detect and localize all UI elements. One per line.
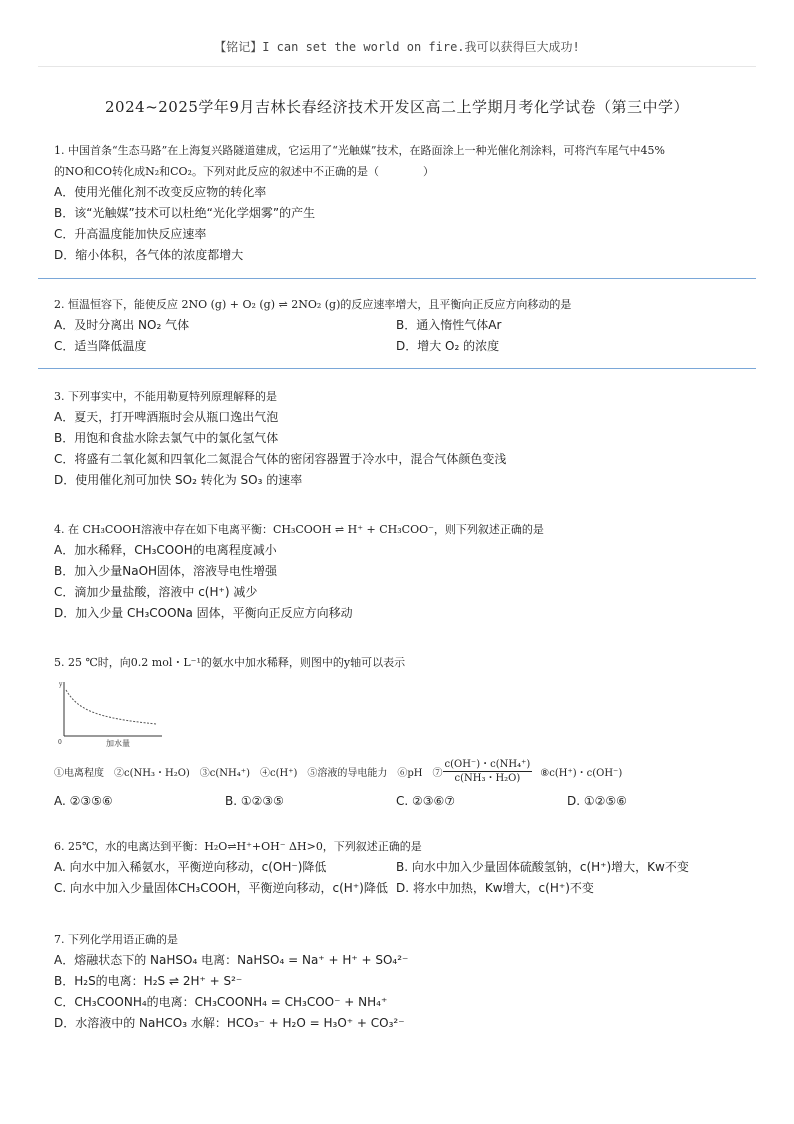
question-5-option-b[interactable]: B. ①②③⑤ [225,794,284,808]
question-1-option-d[interactable]: D．缩小体积，各气体的浓度都增大 [54,248,244,262]
question-3-stem: 3. 下列事实中，不能用勒夏特列原理解释的是 [54,390,277,403]
question-2-stem: 2. 恒温恒容下，能使反应 2NO (g) + O₂ (g) ⇌ 2NO₂ (g)的反应速率增大，且平衡向正反应方向移动的是 [54,298,572,311]
question-1 [54,140,754,266]
question-1-stem-line2: 的NO和CO转化成N₂和CO₂。下列对此反应的叙述中不正确的是（ ） [54,165,434,178]
question-7-stem: 7. 下列化学用语正确的是 [54,933,178,946]
question-6-option-c[interactable]: C. 向水中加入少量固体CH₃COOH，平衡逆向移动，c(H⁺)降低 [54,881,388,895]
question-3-option-a[interactable]: A．夏天，打开啤酒瓶时会从瓶口逸出气泡 [54,410,279,424]
question-7 [54,929,754,1034]
question-5-option-a[interactable]: A. ②③⑤⑥ [54,794,113,808]
question-3-option-d[interactable]: D．使用催化剂可加快 SO₂ 转化为 SO₃ 的速率 [54,473,303,487]
question-4-option-b[interactable]: B．加入少量NaOH固体，溶液导电性增强 [54,564,278,578]
question-2-option-b[interactable]: B．通入惰性气体Ar [396,318,502,332]
question-4-option-c[interactable]: C．滴加少量盐酸，溶液中 c(H⁺) 减少 [54,585,258,599]
question-7-option-c[interactable]: C．CH₃COONH₄的电离：CH₃COONH₄ = CH₃COO⁻ + NH₄⁺ [54,995,388,1009]
question-6-option-a[interactable]: A. 向水中加入稀氨水，平衡逆向移动，c(OH⁻)降低 [54,860,327,874]
decay-curve [66,690,156,724]
header-divider [38,66,756,67]
question-divider [38,278,756,279]
question-5-option-c[interactable]: C. ②③⑥⑦ [396,794,456,808]
question-6-stem: 6. 25℃，水的电离达到平衡：H₂O⇌H⁺+OH⁻ ΔH>0，下列叙述正确的是 [54,840,422,853]
question-1-stem-line1: 1. 中国首条“生态马路”在上海复兴路隧道建成，它运用了“光触媒”技术，在路面涂上一种光催化剂涂料，可将汽车尾气中45% [54,144,665,157]
question-6 [54,836,754,899]
question-4 [54,519,754,624]
page-title: 2024~2025学年9月吉林长春经济技术开发区高二上学期月考化学试卷（第三中学） [105,98,689,116]
question-5-stem: 5. 25 ℃时，向0.2 mol・L⁻¹的氨水中加水稀释，则图中的y轴可以表示 [54,656,406,669]
question-2-option-c[interactable]: C．适当降低温度 [54,339,147,353]
question-7-option-b[interactable]: B．H₂S的电离：H₂S ⇌ 2H⁺ + S²⁻ [54,974,243,988]
question-2-option-a[interactable]: A．及时分离出 NO₂ 气体 [54,318,190,332]
question-1-option-b[interactable]: B．该“光触媒”技术可以杜绝“光化学烟雾”的产生 [54,206,316,220]
question-6-option-d[interactable]: D. 将水中加热，Kw增大，c(H⁺)不变 [396,881,594,895]
question-4-option-a[interactable]: A．加水稀释，CH₃COOH的电离程度减小 [54,543,277,557]
question-3-option-c[interactable]: C．将盛有二氧化氮和四氧化二氮混合气体的密闭容器置于冷水中，混合气体颜色变浅 [54,452,507,466]
question-1-option-c[interactable]: C．升高温度能加快反应速率 [54,227,207,241]
question-5-items-b: ⑧c(H⁺)・c(OH⁻) [540,768,623,779]
question-5-fraction-numerator: c(OH⁻)・c(NH₄⁺) [444,759,531,770]
graph-origin-label: 0 [58,739,62,746]
question-5-items-a: ①电离程度 ②c(NH₃・H₂O) ③c(NH₄⁺) ④c(H⁺) ⑤溶液的导电能力 ⑥pH ⑦ [54,768,443,779]
question-3-option-b[interactable]: B．用饱和食盐水除去氯气中的氯化氢气体 [54,431,279,445]
question-6-option-b[interactable]: B. 向水中加入少量固体硫酸氢钠，c(H⁺)增大，Kw不变 [396,860,689,874]
question-3 [54,386,754,491]
question-4-option-d[interactable]: D．加入少量 CH₃COONa 固体，平衡向正反应方向移动 [54,606,353,620]
question-5-fraction [443,758,533,785]
question-7-option-a[interactable]: A．熔融状态下的 NaHSO₄ 电离：NaHSO₄ = Na⁺ + H⁺ + SO₄²⁻ [54,953,409,967]
question-5-fraction-denominator: c(NH₃・H₂O) [454,773,521,784]
question-5-items [54,758,754,812]
question-2-option-d[interactable]: D．增大 O₂ 的浓度 [396,339,500,353]
question-4-stem: 4. 在 CH₃COOH溶液中存在如下电离平衡：CH₃COOH ⇌ H⁺ + CH₃COO⁻，则下列叙述正确的是 [54,523,544,536]
question-1-option-a[interactable]: A．使用光催化剂不改变反应物的转化率 [54,185,267,199]
question-divider [38,368,756,369]
graph-x-label: 加水量 [106,739,130,748]
question-7-option-d[interactable]: D．水溶液中的 NaHCO₃ 水解：HCO₃⁻ + H₂O = H₃O⁺ + CO₃²⁻ [54,1016,405,1030]
question-2 [54,294,754,357]
question-5-option-d[interactable]: D. ①②⑤⑥ [567,794,627,808]
graph-y-label: y [59,681,63,688]
question-5 [54,652,754,673]
decay-curve-graph [56,678,166,748]
header-motto: 【铭记】I can set the world on fire.我可以获得巨大成功! [214,40,580,54]
